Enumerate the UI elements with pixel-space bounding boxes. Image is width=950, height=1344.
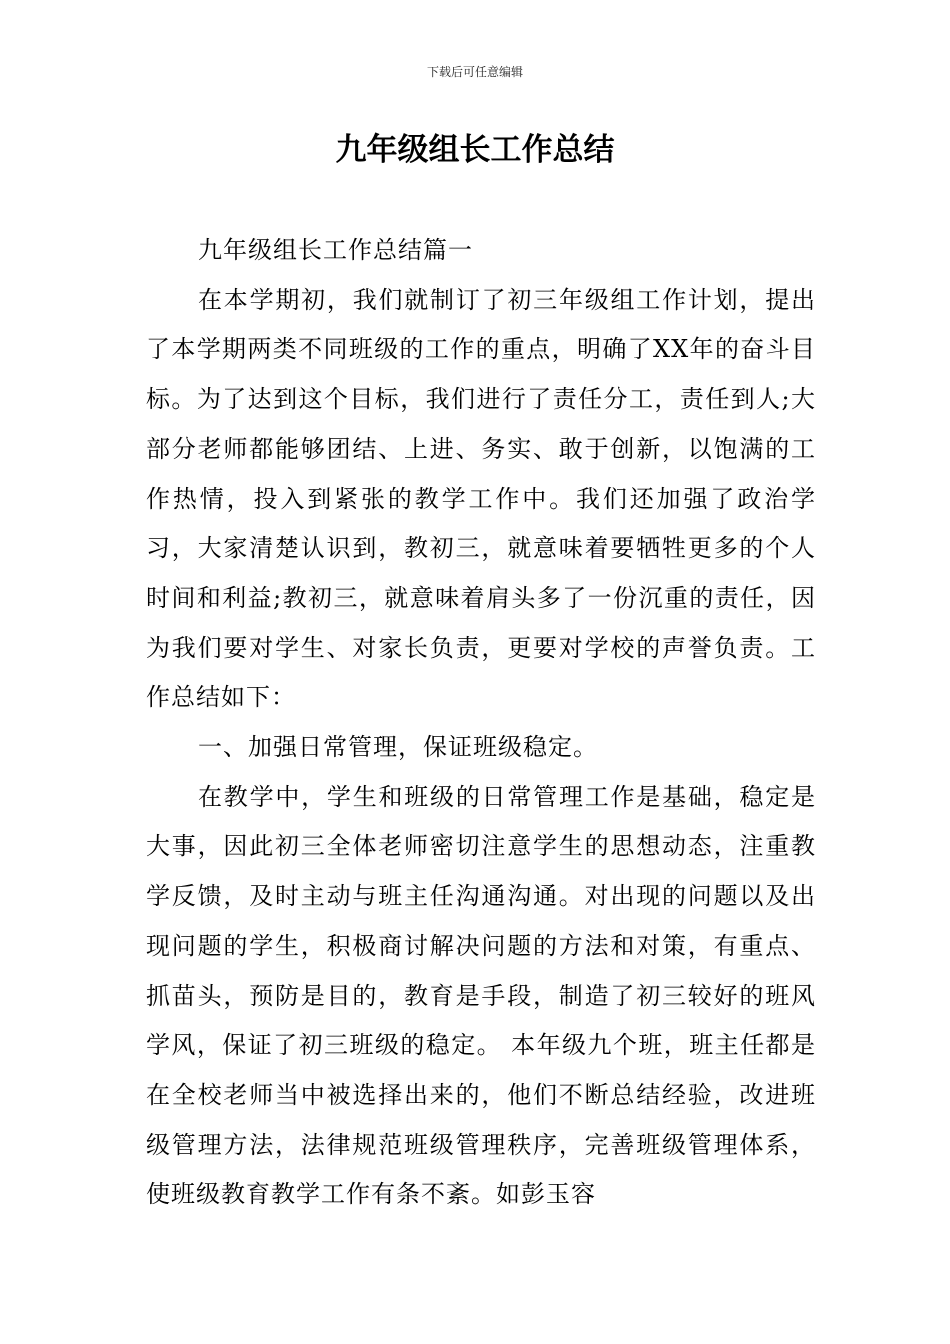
header-note: 下载后可任意编辑 — [426, 65, 523, 79]
paragraph: 在教学中，学生和班级的日常管理工作是基础，稳定是大事，因此初三全体老师密切注意学生的思想动态，注重教学反馈，及时主动与班主任沟通沟通。对出现的问题以及出现问题的学生，积极商讨解决问题的方法和对策，有重点、抓苗头，预防是目的，教育是手段，制造了初三较好的班风学风，保证了初三班级的稳定。 本年级九个班，班主任都是在全校老师当中被选择出来的，他们不断总结经验，改进班级管理方法，法律规范班级管理秩序，完善班级管理体系，使班级教育教学工作有条不紊。如彭玉容 — [146, 782, 816, 1209]
document-body — [146, 226, 816, 1220]
document-title: 九年级组长工作总结 — [335, 132, 615, 168]
section-heading: 九年级组长工作总结篇一 — [198, 236, 473, 264]
section-heading: 一、加强日常管理，保证班级稳定。 — [198, 733, 598, 762]
paragraph: 在本学期初，我们就制订了初三年级组工作计划，提出了本学期两类不同班级的工作的重点，明确了XX年的奋斗目标。为了达到这个目标，我们进行了责任分工，责任到人;大部分老师都能够团结、上进、务实、敢于创新，以饱满的工作热情，投入到紧张的教学工作中。我们还加强了政治学习，大家清楚认识到，教初三，就意味着要牺牲更多的个人时间和利益;教初三，就意味着肩头多了一份沉重的责任，因为我们要对学生、对家长负责，更要对学校的声誉负责。工作总结如下： — [146, 285, 816, 712]
